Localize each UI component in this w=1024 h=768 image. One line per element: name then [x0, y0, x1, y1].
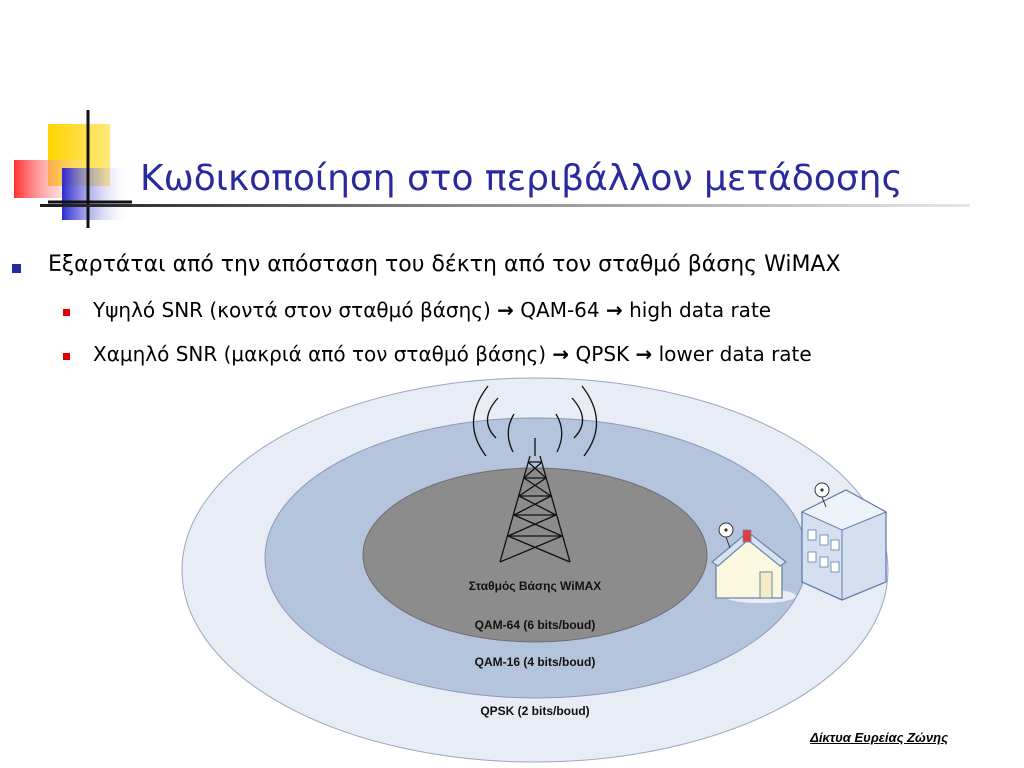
zone-inner-qam64 — [363, 468, 707, 642]
arrow-icon: → — [605, 298, 623, 322]
bullet-sub2-text-before: Χαμηλό SNR (μακριά από τον σταθμό βάσης) — [93, 342, 553, 366]
arrow-icon: → — [552, 342, 570, 366]
bullet-sub2-text-after: lower data rate — [652, 342, 812, 366]
zone-label-qpsk: QPSK (2 bits/boud) — [480, 704, 590, 718]
slide-footer: Δίκτυα Ευρείας Ζώνης — [810, 730, 948, 745]
bullet-sub2-text-mid: QPSK — [569, 342, 636, 366]
zone-label-qam64: QAM-64 (6 bits/boud) — [474, 618, 596, 632]
arrow-icon: → — [497, 298, 514, 322]
bullet-main: Εξαρτάται από την απόσταση του δέκτη από τον σταθμό βάσης WiMAX — [48, 252, 841, 277]
bullet-sub1-text-before: Υψηλό SNR (κοντά στον σταθμό βάσης) — [93, 298, 498, 322]
slide-title: Κωδικοποίηση στο περιβάλλον μετάδοσης — [140, 158, 903, 199]
bullet-sub1-text-after: high data rate — [622, 298, 772, 322]
bullet-sub1-text-mid: QAM-64 — [513, 298, 606, 322]
zone-label-qam16: QAM-16 (4 bits/boud) — [474, 655, 596, 669]
base-station-label: Σταθμός Βάσης WiMAX — [468, 579, 602, 593]
arrow-icon: → — [635, 342, 653, 366]
